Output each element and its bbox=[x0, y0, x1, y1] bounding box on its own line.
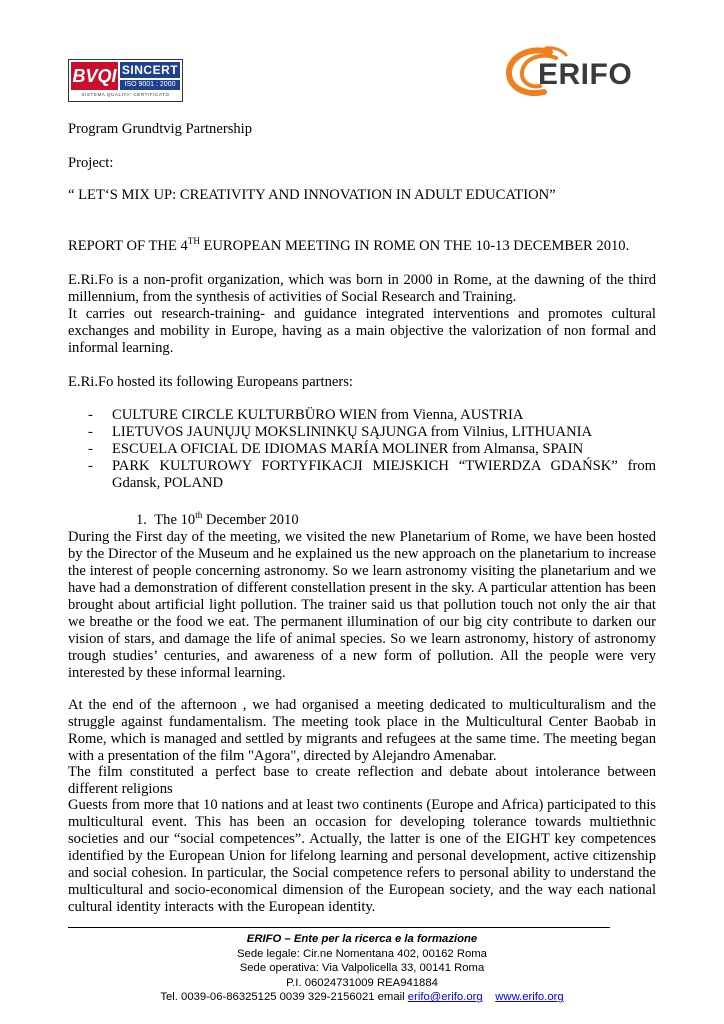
section-1-title-prefix: The 10 bbox=[154, 512, 196, 528]
footer-org-name: ERIFO – Ente per la ricerca e la formazione bbox=[246, 933, 478, 945]
footer-divider bbox=[68, 927, 610, 928]
list-item bbox=[88, 458, 656, 492]
website-link[interactable]: www.erifo.org bbox=[495, 991, 564, 1004]
intro-paragraph-2: It carries out research-training- and guidance integrated interventions and promotes cultural exchanges and mobility in Europe, having as a main objective the valorization of non formal and informal learning. bbox=[68, 306, 656, 356]
report-title-sup: TH bbox=[187, 236, 200, 247]
bullet-dash-icon: - bbox=[88, 424, 93, 440]
footer-legal-address: Sede legale: Cir.ne Nomentana 402, 00162 Roma bbox=[237, 947, 487, 960]
project-label: Project: bbox=[68, 155, 114, 171]
section-1-paragraph-1: During the First day of the meeting, we visited the new Planetarium of Rome, we have been hosted by the Director of the Museum and he explained us the new approach on the planetarium to increase the interest of people concerning astronomy. So we learn astronomy visiting the planetarium and we have had a demonstration of different constellation present in the sky. A particular attention has been brought about artificial light pollution. The trainer said us that pollution touch not only the air that we breathe or the food we eat. The permanent illumination of our big city contribute to darken our vision of stars, and damage the life of animal species. So we learn astronomy, history of astronomy trough studies’ centuries, and awareness of a new form of pollution. All the people were very interested by these informal learning. bbox=[68, 529, 656, 681]
list-item bbox=[88, 407, 656, 424]
iso-label: ISO 9001 : 2000 bbox=[120, 80, 180, 90]
bvqi-mark: BVQI bbox=[71, 62, 118, 90]
section-1-heading bbox=[136, 512, 656, 529]
erifo-wordmark: ERIFO bbox=[538, 58, 633, 91]
list-item bbox=[88, 424, 656, 441]
section-1-paragraph-3: The film constituted a perfect base to create reflection and debate about intolerance between different religions bbox=[68, 764, 656, 797]
intro-paragraph-1: E.Ri.Fo is a non-profit organization, which was born in 2000 in Rome, at the dawning of the third millennium, from the synthesis of activities of Social Research and Training. bbox=[68, 272, 656, 305]
partner-name: CULTURE CIRCLE KULTURBÜRO WIEN from Vienna, AUSTRIA bbox=[112, 407, 524, 423]
report-title-suffix: EUROPEAN MEETING IN ROME ON THE 10-13 DECEMBER 2010. bbox=[199, 238, 630, 254]
partners-list bbox=[88, 407, 656, 492]
sincert-mark: SINCERT bbox=[121, 63, 179, 77]
section-1-paragraph-4: Guests from more that 10 nations and at least two continents (Europe and Africa) participated to this multicultural event. This has been an occasion for developing tolerance towards multiethnic societies and our “social competences”. Actually, the latter is one of the EIGHT key competences identified by the European Union for lifelong learning and personal development, active citizenship and social cohesion. In particular, the Social competence refers to personal ability to understand the multicultural and socio-economical dimension of the European society, and the way each national cultural identity interacts with the European identity. bbox=[68, 797, 656, 915]
report-title-prefix: REPORT OF THE 4 bbox=[68, 238, 188, 254]
footer-vat: P.I. 06024731009 REA941884 bbox=[286, 976, 438, 989]
certification-tagline: SISTEMA QUALITA' CERTIFICATO bbox=[81, 92, 170, 97]
section-1-title-suffix: December 2010 bbox=[202, 512, 299, 528]
footer-operative-address: Sede operativa: Via Valpolicella 33, 00141 Roma bbox=[239, 962, 485, 975]
section-1-number: 1. bbox=[136, 512, 147, 528]
page-footer bbox=[68, 932, 656, 1005]
partners-intro: E.Ri.Fo hosted its following Europeans partners: bbox=[68, 374, 353, 390]
email-link[interactable]: erifo@erifo.org bbox=[407, 991, 483, 1004]
partner-name: PARK KULTUROWY FORTYFIKACJI MIEJSKICH “TWIERDZA GDAŃSK” from Gdansk, POLAND bbox=[112, 458, 656, 491]
footer-phones: Tel. 0039-06-86325125 0039 329-2156021 email bbox=[160, 991, 408, 1004]
bullet-dash-icon: - bbox=[88, 458, 93, 474]
section-1-title-sup: th bbox=[195, 510, 203, 521]
section-1-paragraph-2: At the end of the afternoon , we had organised a meeting dedicated to multiculturalism and the struggle against fundamentalism. The meeting took place in the Multicultural Center Baobab in Rome, which is managed and settled by migrants and refugees at the same time. The meeting began with a presentation of the film "Agora", directed by Alejandro Amenabar. bbox=[68, 697, 656, 764]
erifo-logo bbox=[506, 46, 638, 98]
bvqi-sincert-logo bbox=[68, 59, 183, 102]
project-title: “ LET‘S MIX UP: CREATIVITY AND INNOVATION IN ADULT EDUCATION” bbox=[68, 187, 556, 203]
program-line: Program Grundtvig Partnership bbox=[68, 121, 253, 137]
list-item bbox=[88, 441, 656, 458]
footer-contacts bbox=[68, 990, 656, 1005]
bullet-dash-icon: - bbox=[88, 441, 93, 457]
report-title bbox=[68, 238, 656, 255]
bullet-dash-icon: - bbox=[88, 407, 93, 423]
partner-name: LIETUVOS JAUNŲJŲ MOKSLININKŲ SĄJUNGA from Vilnius, LITHUANIA bbox=[112, 424, 593, 440]
partner-name: ESCUELA OFICIAL DE IDIOMAS MARÍA MOLINER from Almansa, SPAIN bbox=[112, 441, 584, 457]
